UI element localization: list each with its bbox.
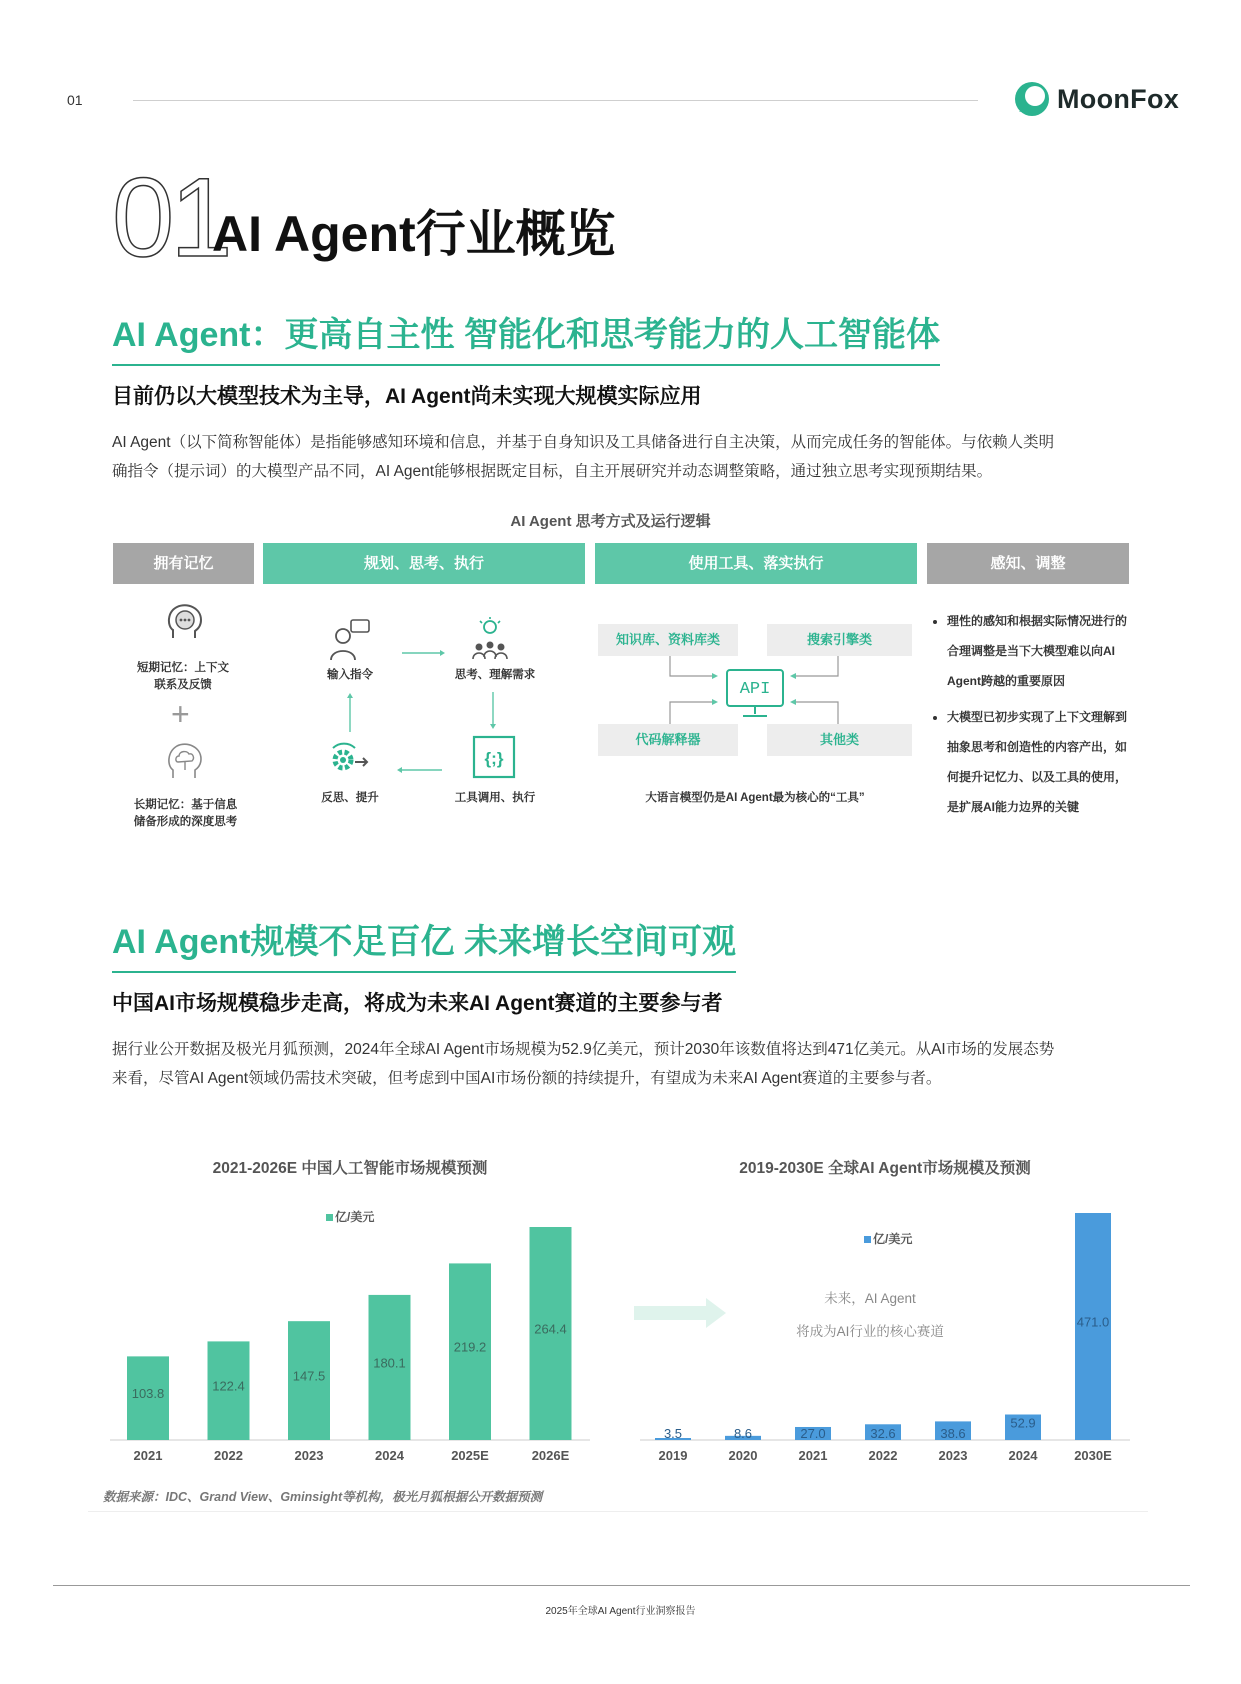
section1-paragraph [112, 428, 1132, 486]
chart1-tick-2022: 2022 [214, 1448, 243, 1463]
chart2-tick-2023: 2023 [938, 1448, 968, 1463]
section2-subtitle: 中国AI市场规模稳步走高，将成为未来AI Agent赛道的主要参与者 [112, 992, 723, 1015]
footer-divider [53, 1585, 1190, 1586]
brand-logo [1013, 80, 1179, 118]
chapter-number: 01 [112, 155, 229, 280]
diagram-header-plan: 规划、思考、执行 [263, 543, 585, 584]
chart1-title: 2021-2026E 中国人工智能市场规模预测 [212, 1160, 488, 1177]
short-memory-line2: 联系及反馈 [154, 679, 212, 691]
logo-text: MoonFox [1057, 83, 1180, 114]
section1-para-line2: 确指令（提示词）的大模型产品不同，AI Agent能够根据既定目标，自主开展研究并动态调整策略，通过独立思考实现预期结果。 [112, 463, 993, 480]
chart1-tick-2023: 2023 [294, 1448, 324, 1463]
chart2-data-label-2024: 52.9 [1010, 1415, 1036, 1431]
chart2-tick-2021: 2021 [798, 1448, 828, 1463]
diagram-title: AI Agent 思考方式及运行逻辑 [510, 513, 711, 530]
chart1-data-label-2026E: 264.4 [534, 1321, 567, 1337]
chart2-data-label-2021: 27.0 [800, 1426, 826, 1441]
tools-caption: 大语言模型仍是AI Agent最为核心的“工具” [645, 792, 865, 804]
chart2-data-label-2019: 3.5 [663, 1426, 683, 1441]
api-label: API [739, 680, 771, 699]
long-memory-line1: 长期记忆：基于信息 [133, 799, 238, 811]
svg-text:{;}: {;} [484, 749, 504, 768]
chart1-tick-2021: 2021 [133, 1448, 163, 1463]
chapter-title: AI Agent行业概览 [212, 206, 616, 262]
chart1-data-label-2024: 180.1 [373, 1355, 406, 1371]
perceive-bullet-2: • 大模型已初步实现了上下文理解到抽象思考和创造性的内容产出，如何提升记忆力、以及工具的使用，是扩展AI能力边界的关键 [947, 702, 1133, 822]
chart2-legend-label: 亿/美元 [873, 1232, 913, 1246]
cycle-think-label: 思考、理解需求 [454, 669, 536, 681]
chart2-tick-2020: 2020 [728, 1448, 758, 1463]
section1-subtitle: 目前仍以大模型技术为主导，AI Agent尚未实现大规模实际应用 [112, 385, 702, 408]
chart2-annotation-line2: 将成为AI行业的核心赛道 [796, 1324, 944, 1339]
long-memory-line2: 储备形成的深度思考 [133, 816, 238, 828]
tool-knowledge-base: 知识库、资料库类 [598, 624, 738, 656]
chart2-tick-2019: 2019 [658, 1448, 688, 1463]
head-chat-icon [163, 600, 207, 644]
chart1-legend-swatch [326, 1214, 333, 1221]
cycle-arrows [340, 640, 510, 780]
moonfox-logo-icon [1013, 80, 1051, 118]
short-memory-line1: 短期记忆：上下文 [137, 662, 229, 674]
section1-title: AI Agent：更高自主性 智能化和思考能力的人工智能体 [112, 307, 940, 366]
data-source-note: 数据来源：IDC、Grand View、Gminsight等机构，极光月狐根据公开数据预测 [103, 1490, 543, 1504]
header-divider [133, 100, 978, 101]
cycle-tool-label: 工具调用、执行 [454, 792, 536, 804]
chart1-data-label-2023: 147.5 [292, 1368, 326, 1384]
perceive-bullets [933, 606, 1133, 828]
chart2-data-label-2030E: 471.0 [1076, 1314, 1110, 1330]
short-memory-label [118, 660, 248, 694]
china-ai-market-chart [110, 1180, 590, 1470]
chart1-data-label-2022: 122.4 [212, 1378, 245, 1394]
chart1-tick-2025E: 2025E [451, 1448, 489, 1463]
tool-search-engine: 搜索引擎类 [767, 624, 912, 656]
cycle-input-label: 输入指令 [327, 669, 373, 681]
cycle-reflect-label: 反思、提升 [321, 792, 379, 804]
page-number: 01 [67, 92, 83, 108]
chart2-tick-2022: 2022 [868, 1448, 898, 1463]
section2-para-line2: 来看，尽管AI Agent领域仍需技术突破，但考虑到中国AI市场份额的持续提升，有望成为未来AI Agent赛道的主要参与者。 [112, 1070, 942, 1087]
diagram-header-tools: 使用工具、落实执行 [595, 543, 917, 584]
section2-para-line1: 据行业公开数据及极光月狐预测，2024年全球AI Agent市场规模为52.9亿美元，预计2030年该数值将达到471亿美元。从AI市场的发展态势 [112, 1041, 1055, 1058]
long-memory-label [118, 797, 253, 831]
chart1-tick-2026E: 2026E [531, 1448, 570, 1463]
chart2-annotation-line1: 未来，AI Agent [824, 1291, 916, 1306]
chart2-tick-2024: 2024 [1008, 1448, 1038, 1463]
plus-sign: + [171, 696, 190, 732]
chart2-data-label-2020: 8.6 [733, 1426, 753, 1441]
footer-text: 2025年全球AI Agent行业洞察报告 [545, 1606, 696, 1617]
head-cloud-icon [163, 738, 207, 782]
diagram-header-memory: 拥有记忆 [113, 543, 254, 584]
tool-other: 其他类 [767, 724, 912, 756]
source-divider [88, 1511, 1148, 1512]
chart1-data-label-2021: 103.8 [131, 1386, 165, 1402]
section2-title: AI Agent规模不足百亿 未来增长空间可观 [112, 914, 736, 973]
chart2-data-label-2022: 32.6 [870, 1426, 896, 1441]
chart1-legend-label: 亿/美元 [335, 1210, 375, 1224]
section1-para-line1: AI Agent（以下简称智能体）是指能够感知环境和信息，并基于自身知识及工具储备进行自主决策，从而完成任务的智能体。与依赖人类明 [112, 434, 1055, 451]
chart2-legend-swatch [864, 1236, 871, 1243]
perceive-bullet-1: • 理性的感知和根据实际情况进行的合理调整是当下大模型难以向AI Agent跨越的重要原因 [947, 606, 1133, 696]
section2-paragraph [112, 1035, 1132, 1093]
chart1-data-label-2025E: 219.2 [453, 1339, 487, 1355]
chart2-data-label-2023: 38.6 [940, 1426, 966, 1441]
trend-arrow-icon [632, 1298, 728, 1328]
chart2-tick-2030E: 2030E [1074, 1448, 1112, 1463]
tool-code-interpreter: 代码解释器 [598, 724, 738, 756]
chart2-title: 2019-2030E 全球AI Agent市场规模及预测 [739, 1160, 1031, 1177]
chart1-tick-2024: 2024 [375, 1448, 404, 1463]
diagram-header-perceive: 感知、调整 [927, 543, 1129, 584]
